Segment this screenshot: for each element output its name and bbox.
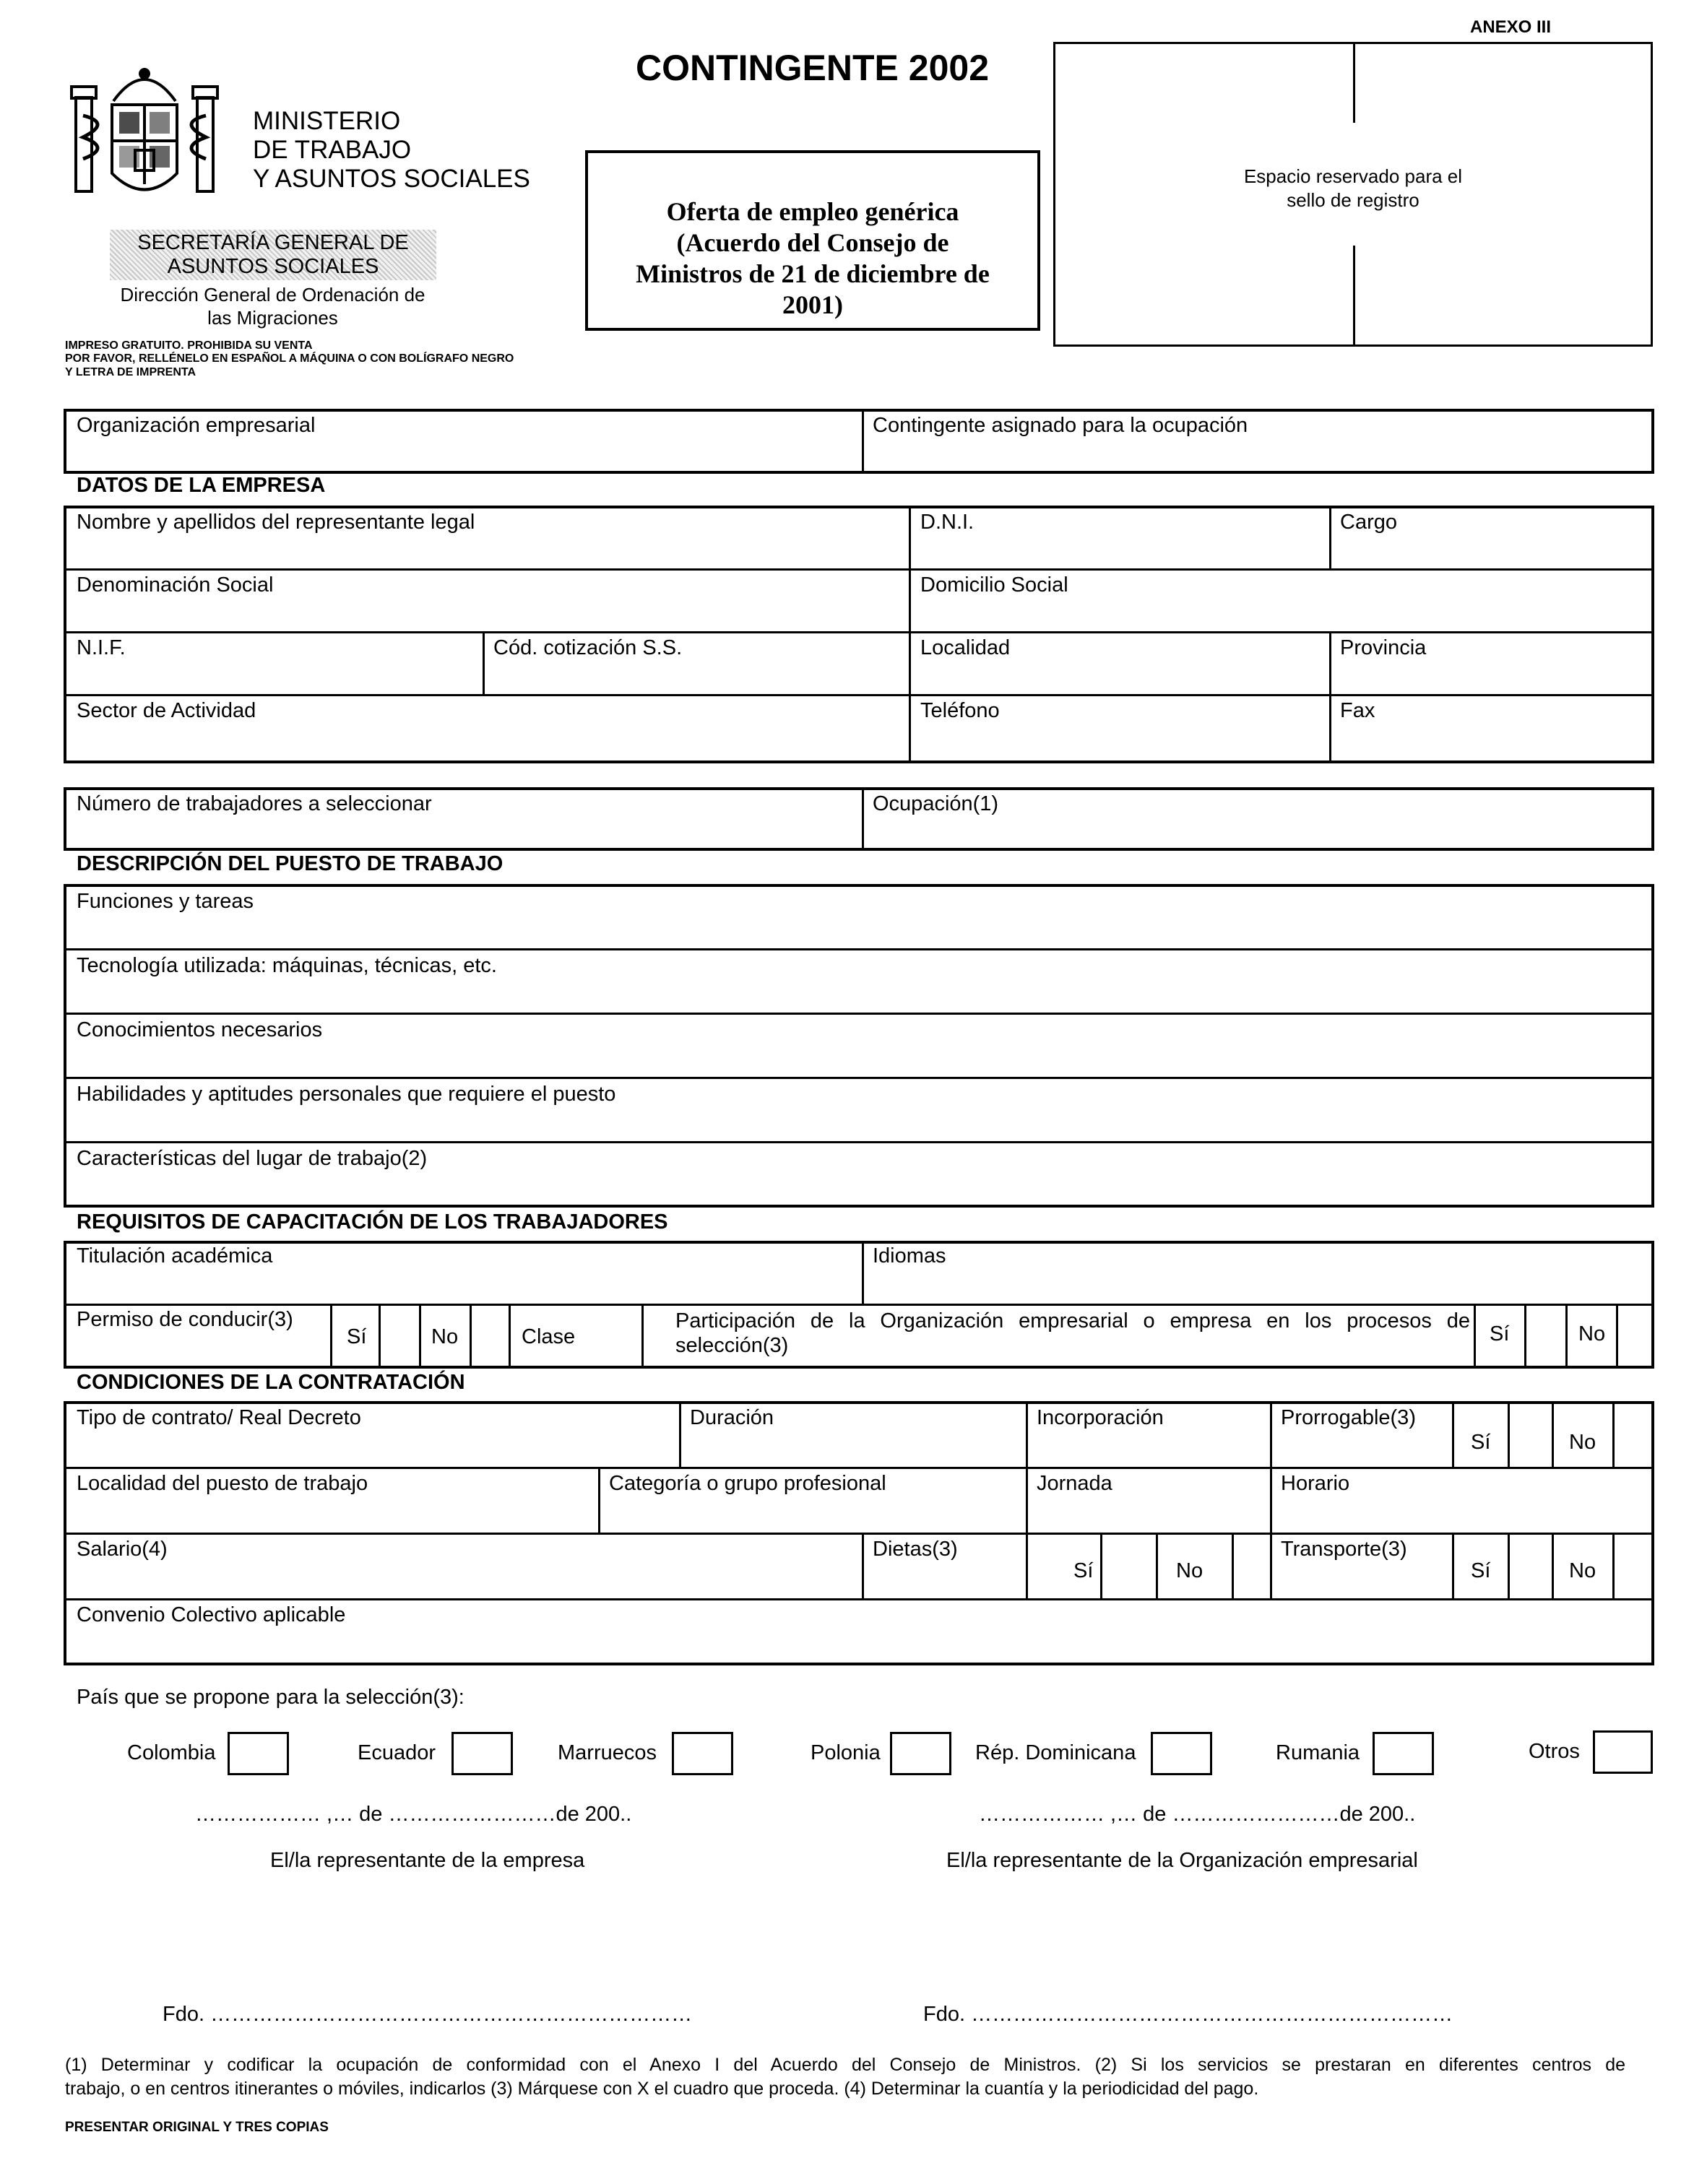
stamp-divider (1353, 246, 1355, 345)
categoria-field[interactable]: Categoría o grupo profesional (609, 1472, 886, 1495)
numero-trabajadores-field[interactable]: Número de trabajadores a seleccionar (77, 792, 432, 815)
transporte-label: Transporte(3) (1281, 1538, 1407, 1561)
impreso-line: Y LETRA DE IMPRENTA (65, 365, 196, 378)
footnote-line: trabajo, o en centros itinerantes o móviles, indicarlos (3) Márquese con X el cuadro que proceda. (4) Determinar la cuantía y la periodicidad del pago. (65, 2079, 1259, 2099)
participacion-line-1: Participación de la Organización empresarial o empresa en los procesos de (675, 1309, 1470, 1332)
localidad-field[interactable]: Localidad (920, 636, 1011, 659)
nif-field[interactable]: N.I.F. (77, 636, 126, 659)
secretaria-line: SECRETARÍA GENERAL DE (137, 231, 409, 254)
transporte-no-label: No (1569, 1559, 1596, 1582)
stamp-text (1053, 165, 1653, 212)
ocupacion-field[interactable]: Ocupación(1) (873, 792, 999, 815)
country-ecuador-checkbox[interactable] (451, 1732, 513, 1775)
stamp-line: Espacio reservado para el (1243, 165, 1463, 187)
participacion-no-checkbox[interactable] (1617, 1306, 1652, 1366)
caracteristicas-field[interactable]: Características del lugar de trabajo(2) (77, 1147, 428, 1170)
country-rumania-label: Rumania (1276, 1741, 1360, 1764)
stamp-divider (1353, 43, 1355, 123)
section-heading-contratacion: CONDICIONES DE LA CONTRATACIÓN (77, 1371, 465, 1394)
country-polonia-label: Polonia (811, 1741, 881, 1764)
organizacion-field[interactable]: Organización empresarial (77, 414, 316, 437)
offer-line: 2001) (782, 290, 843, 319)
fecha-empresa[interactable]: ……………… ,… de ……………………de 200.. (195, 1803, 632, 1826)
sector-field[interactable]: Sector de Actividad (77, 699, 256, 722)
section-heading-requisitos: REQUISITOS DE CAPACITACIÓN DE LOS TRABAJADORES (77, 1210, 668, 1234)
direccion-general (101, 283, 444, 329)
representante-empresa-label: El/la representante de la empresa (270, 1849, 585, 1872)
denominacion-field[interactable]: Denominación Social (77, 573, 274, 597)
funciones-field[interactable]: Funciones y tareas (77, 890, 254, 913)
prorrogable-no-label: No (1569, 1431, 1596, 1454)
country-rumania-checkbox[interactable] (1373, 1732, 1434, 1775)
country-marruecos-checkbox[interactable] (672, 1732, 733, 1775)
contingente-field[interactable]: Contingente asignado para la ocupación (873, 414, 1248, 437)
section-heading-empresa: DATOS DE LA EMPRESA (77, 474, 326, 497)
prorrogable-si-label: Sí (1471, 1431, 1491, 1454)
jornada-field[interactable]: Jornada (1037, 1472, 1112, 1495)
dietas-si-label: Sí (1073, 1559, 1094, 1582)
provincia-field[interactable]: Provincia (1340, 636, 1427, 659)
dietas-si-checkbox[interactable] (1102, 1535, 1155, 1598)
firma-empresa[interactable]: Fdo. …………………………………………………………… (163, 2003, 693, 2026)
participacion-si-checkbox[interactable] (1526, 1306, 1565, 1366)
secretaria-line: ASUNTOS SOCIALES (167, 255, 379, 278)
salario-field[interactable]: Salario(4) (77, 1538, 168, 1561)
country-marruecos-label: Marruecos (558, 1741, 657, 1764)
ministry-line: MINISTERIO (253, 107, 401, 135)
transporte-no-checkbox[interactable] (1614, 1535, 1652, 1598)
titulacion-field[interactable]: Titulación académica (77, 1244, 273, 1268)
clase-field[interactable]: Clase (522, 1325, 576, 1348)
country-otros-checkbox[interactable] (1593, 1730, 1653, 1774)
dietas-no-checkbox[interactable] (1233, 1535, 1269, 1598)
convenio-field[interactable]: Convenio Colectivo aplicable (77, 1603, 346, 1626)
presentar-copias: PRESENTAR ORIGINAL Y TRES COPIAS (65, 2120, 329, 2135)
offer-title (585, 196, 1040, 321)
form-title: CONTINGENTE 2002 (636, 48, 990, 88)
permiso-no-checkbox[interactable] (471, 1306, 508, 1366)
empresa-table (64, 506, 1654, 763)
country-ecuador-label: Ecuador (358, 1741, 436, 1764)
transporte-si-label: Sí (1471, 1559, 1491, 1582)
impreso-notice (65, 339, 514, 379)
fecha-organizacion[interactable]: ……………… ,… de ……………………de 200.. (979, 1803, 1416, 1826)
country-rep-dominicana-label: Rép. Dominicana (975, 1741, 1136, 1764)
anexo-label: ANEXO III (1470, 17, 1552, 37)
impreso-line: POR FAVOR, RELLÉNELO EN ESPAÑOL A MÁQUINA O CON BOLÍGRAFO NEGRO (65, 352, 514, 365)
incorporacion-field[interactable]: Incorporación (1037, 1406, 1164, 1429)
ministry-line: Y ASUNTOS SOCIALES (253, 165, 530, 193)
participacion-no-label: No (1578, 1322, 1606, 1346)
participacion-line-2: selección(3) (675, 1334, 789, 1357)
country-rep-dominicana-checkbox[interactable] (1151, 1732, 1212, 1775)
transporte-si-checkbox[interactable] (1509, 1535, 1551, 1598)
impreso-line: IMPRESO GRATUITO. PROHIBIDA SU VENTA (65, 339, 313, 352)
section-heading-puesto: DESCRIPCIÓN DEL PUESTO DE TRABAJO (77, 852, 504, 875)
footnotes (65, 2053, 1625, 2101)
tecnologia-field[interactable]: Tecnología utilizada: máquinas, técnicas, etc. (77, 954, 497, 977)
permiso-conducir-label: Permiso de conducir(3) (77, 1308, 293, 1331)
domicilio-field[interactable]: Domicilio Social (920, 573, 1068, 597)
permiso-si-checkbox[interactable] (380, 1306, 418, 1366)
duracion-field[interactable]: Duración (690, 1406, 774, 1429)
participacion-label (675, 1309, 1470, 1358)
participacion-si-label: Sí (1490, 1322, 1510, 1346)
cargo-field[interactable]: Cargo (1340, 511, 1397, 534)
cod-cotizacion-field[interactable]: Cód. cotización S.S. (493, 636, 683, 659)
ministry-name (253, 107, 530, 194)
telefono-field[interactable]: Teléfono (920, 699, 1000, 722)
localidad-puesto-field[interactable]: Localidad del puesto de trabajo (77, 1472, 368, 1495)
prorrogable-no-checkbox[interactable] (1614, 1403, 1652, 1467)
habilidades-field[interactable]: Habilidades y aptitudes personales que requiere el puesto (77, 1083, 616, 1106)
country-colombia-label: Colombia (127, 1741, 216, 1764)
dietas-no-label: No (1176, 1559, 1203, 1582)
dietas-label: Dietas(3) (873, 1538, 958, 1561)
representante-organizacion-label: El/la representante de la Organización empresarial (946, 1849, 1418, 1872)
ministry-line: DE TRABAJO (253, 136, 412, 164)
secretaria-text (110, 231, 436, 279)
permiso-no-label: No (431, 1325, 459, 1348)
conocimientos-field[interactable]: Conocimientos necesarios (77, 1018, 323, 1041)
coat-of-arms-logo (69, 65, 220, 206)
direccion-line: Dirección General de Ordenación de (120, 284, 425, 306)
firma-organizacion[interactable]: Fdo. …………………………………………………………… (923, 2003, 1453, 2026)
prorrogable-label: Prorrogable(3) (1281, 1406, 1416, 1429)
paises-heading: País que se propone para la selección(3): (77, 1686, 464, 1709)
offer-line: Oferta de empleo genérica (666, 197, 959, 226)
country-otros-label: Otros (1529, 1740, 1580, 1763)
prorrogable-si-checkbox[interactable] (1509, 1403, 1551, 1467)
footnote-line: (1) Determinar y codificar la ocupación de conformidad con el Anexo I del Acuerdo del Consejo de Ministros. (2) Si los servicios se prestaran en diferentes centros de (65, 2055, 1625, 2075)
country-polonia-checkbox[interactable] (890, 1732, 951, 1775)
offer-line: Ministros de 21 de diciembre de (636, 259, 990, 288)
idiomas-field[interactable]: Idiomas (873, 1244, 946, 1268)
nombre-representante-field[interactable]: Nombre y apellidos del representante legal (77, 511, 475, 534)
tipo-contrato-field[interactable]: Tipo de contrato/ Real Decreto (77, 1406, 361, 1429)
permiso-si-label: Sí (347, 1325, 367, 1348)
dni-field[interactable]: D.N.I. (920, 511, 975, 534)
offer-line: (Acuerdo del Consejo de (676, 228, 949, 257)
fax-field[interactable]: Fax (1340, 699, 1375, 722)
direccion-line: las Migraciones (207, 307, 338, 329)
country-colombia-checkbox[interactable] (228, 1732, 289, 1775)
horario-field[interactable]: Horario (1281, 1472, 1350, 1495)
stamp-line: sello de registro (1287, 189, 1419, 211)
